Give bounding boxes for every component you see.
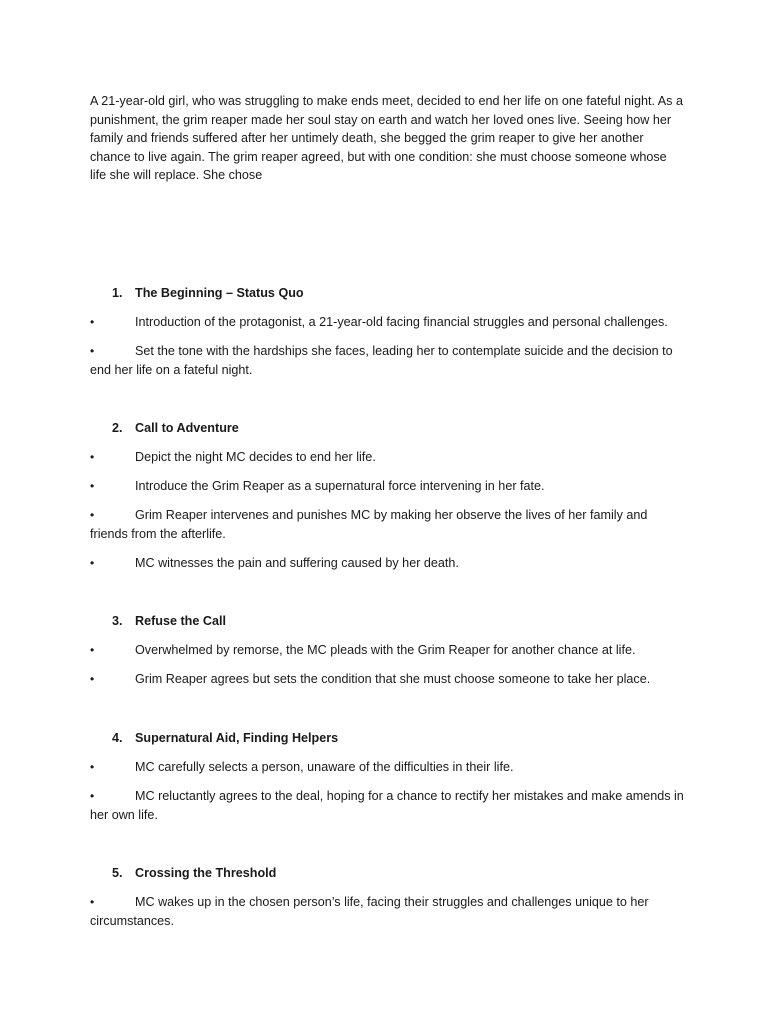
section-number: 5. xyxy=(112,866,123,880)
bullet-glyph: • xyxy=(90,344,95,358)
bullet-glyph: • xyxy=(90,895,95,909)
bullet-item xyxy=(90,313,685,332)
bullet-text: MC reluctantly agrees to the deal, hoping for a chance to rectify her mistakes and make amends in her own life. xyxy=(90,789,684,822)
section-number: 4. xyxy=(112,731,123,745)
bullet-glyph: • xyxy=(90,556,95,570)
section-title: Refuse the Call xyxy=(135,614,226,628)
section-title: The Beginning – Status Quo xyxy=(135,286,304,300)
section-heading-2 xyxy=(112,419,239,437)
bullet-item xyxy=(90,506,685,543)
bullet-glyph: • xyxy=(90,672,95,686)
section-number: 3. xyxy=(112,614,123,628)
bullet-text: Set the tone with the hardships she faces, leading her to contemplate suicide and the decision to end her life on a fateful night. xyxy=(90,344,673,377)
bullet-text: Depict the night MC decides to end her life. xyxy=(135,450,376,464)
bullet-item xyxy=(90,448,685,467)
intro-paragraph: A 21-year-old girl, who was struggling to make ends meet, decided to end her life on one fateful night. As a punishment, the grim reaper made her soul stay on earth and watch her loved ones live. Seeing how her family and friends suffered after her untimely death, she begged the grim reaper to give her another chance to live again. The grim reaper agreed, but with one condition: she must choose someone whose life she will replace. She chose xyxy=(90,94,683,183)
bullet-item xyxy=(90,893,685,930)
section-heading-4 xyxy=(112,729,338,747)
bullet-glyph: • xyxy=(90,760,95,774)
section-heading-5 xyxy=(112,864,276,882)
bullet-glyph: • xyxy=(90,508,95,522)
bullet-glyph: • xyxy=(90,643,95,657)
bullet-item xyxy=(90,758,685,777)
bullet-glyph: • xyxy=(90,789,95,803)
bullet-text: Overwhelmed by remorse, the MC pleads with the Grim Reaper for another chance at life. xyxy=(135,643,636,657)
bullet-text: MC wakes up in the chosen person’s life, facing their struggles and challenges unique to her circumstances. xyxy=(90,895,649,928)
section-title: Call to Adventure xyxy=(135,421,239,435)
bullet-item xyxy=(90,641,685,660)
section-number: 1. xyxy=(112,286,123,300)
section-heading-3 xyxy=(112,612,226,630)
section-title: Crossing the Threshold xyxy=(135,866,277,880)
bullet-text: Introduction of the protagonist, a 21-year-old facing financial struggles and personal challenges. xyxy=(135,315,668,329)
bullet-text: Grim Reaper intervenes and punishes MC by making her observe the lives of her family and friends from the afterlife. xyxy=(90,508,648,541)
section-heading-1 xyxy=(112,284,304,302)
bullet-text: Introduce the Grim Reaper as a supernatural force intervening in her fate. xyxy=(135,479,545,493)
bullet-item xyxy=(90,787,685,824)
section-number: 2. xyxy=(112,421,123,435)
section-title: Supernatural Aid, Finding Helpers xyxy=(135,731,339,745)
bullet-item xyxy=(90,554,685,573)
bullet-text: MC carefully selects a person, unaware of the difficulties in their life. xyxy=(135,760,514,774)
bullet-item xyxy=(90,670,685,689)
bullet-text: Grim Reaper agrees but sets the condition that she must choose someone to take her place. xyxy=(135,672,651,686)
bullet-text: MC witnesses the pain and suffering caused by her death. xyxy=(135,556,459,570)
bullet-item xyxy=(90,477,685,496)
bullet-item xyxy=(90,342,685,379)
bullet-glyph: • xyxy=(90,450,95,464)
bullet-glyph: • xyxy=(90,315,95,329)
bullet-glyph: • xyxy=(90,479,95,493)
